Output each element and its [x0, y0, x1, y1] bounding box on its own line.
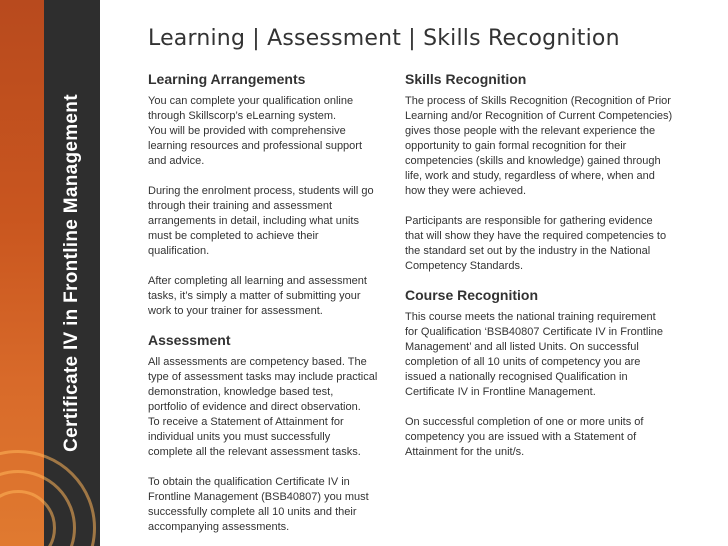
- learning-heading: Learning Arrangements: [148, 71, 306, 87]
- learning-paragraph: During the enrolment process, students will go through their training and assessment arrangements in detail, including what units must be completed to achieve their qualification.: [148, 185, 374, 257]
- assessment-paragraph: To obtain the qualification Certificate IV in Frontline Management (BSB40807) you must successfully complete all 10 units and their accompanying assessments.: [148, 476, 369, 533]
- course-paragraph: On successful completion of one or more units of competency you are issued with a Statement of Attainment for the unit/s.: [405, 416, 644, 458]
- course-paragraph: This course meets the national training requirement for Qualification ‘BSB40807 Certificate IV in Frontline Management’ and all listed Units. On successful completion of all 10 units of competency you are issued a nationally recognised Qualification in Certificate IV in Frontline Management.: [405, 311, 664, 398]
- course-heading: Course Recognition: [405, 287, 539, 303]
- sidebar-title: Certificate IV in Frontline Management: [61, 94, 82, 452]
- sidebar-panel: [0, 0, 100, 546]
- skills-heading: Skills Recognition: [405, 71, 527, 87]
- assessment-paragraph: All assessments are competency based. The type of assessment tasks may include practical demonstration, knowledge based test, portfolio of evidence and direct observation. To receive a Statement of Attainment for individual units you must successfully complete all the relevant assessment tasks.: [148, 356, 378, 458]
- assessment-heading: Assessment: [148, 332, 231, 348]
- learning-paragraph: After completing all learning and assessment tasks, it’s simply a matter of submitting your work to your trainer for assessment.: [148, 275, 367, 317]
- right-column: [405, 70, 695, 460]
- sidebar-title-wrap: [52, 0, 92, 546]
- left-column: [148, 70, 384, 535]
- learning-paragraph: You can complete your qualification online through Skillscorp’s eLearning system. You will be provided with comprehensive learning resources and professional support and advice.: [148, 95, 363, 167]
- skills-paragraph: The process of Skills Recognition (Recognition of Prior Learning and/or Recognition of Current Competencies) gives those people with the relevant experience the opportunity to gain formal recognition for their competencies (skills and knowledge) gained through life, work and study, regardless of where, when and how they were achieved.: [405, 95, 673, 197]
- page-title: Learning | Assessment | Skills Recognition: [148, 26, 620, 51]
- skills-paragraph: Participants are responsible for gathering evidence that will show they have the required competencies to the standard set out by the industry in the National Competency Standards.: [405, 215, 667, 272]
